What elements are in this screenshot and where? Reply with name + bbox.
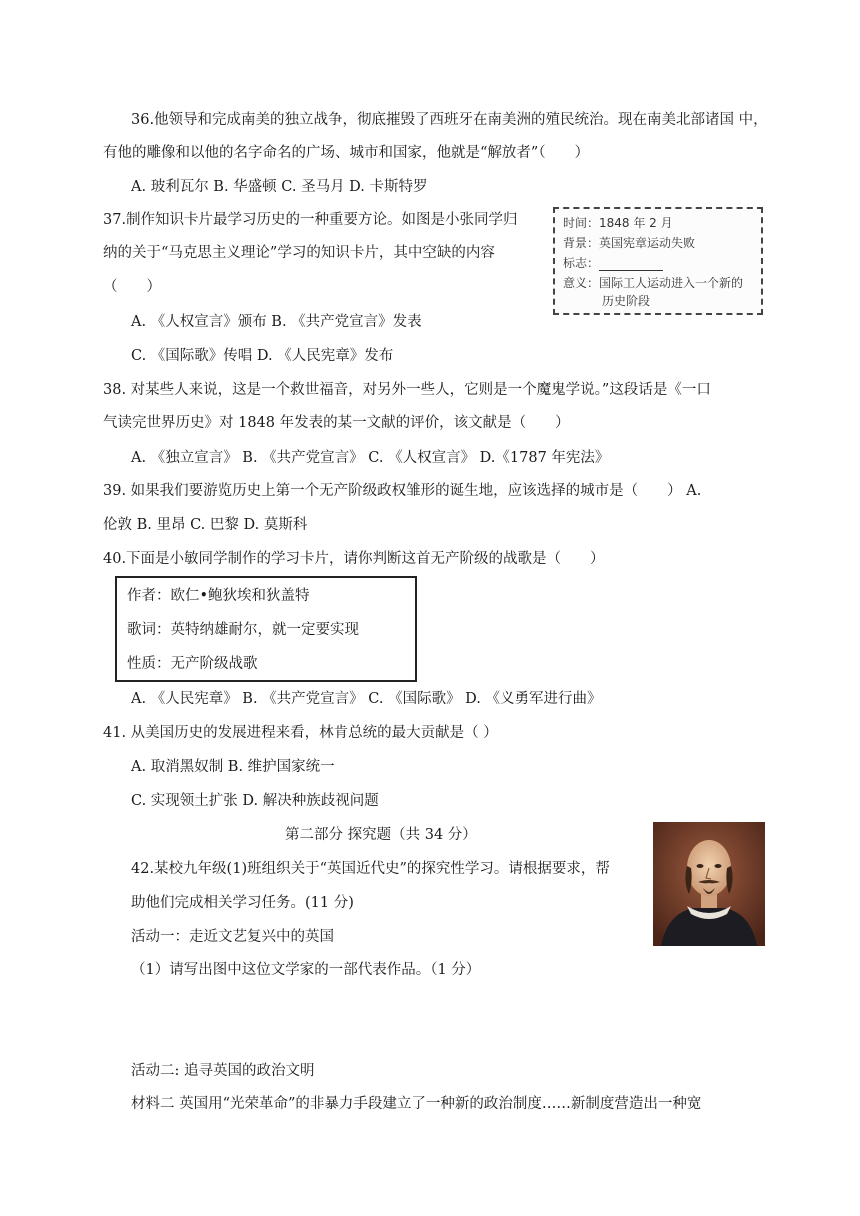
q36-line2: 有他的雕像和以他的名字命名的广场、城市和国家，他就是“解放者”（ ） xyxy=(103,145,590,161)
q41-line1: 41. 从美国历史的发展进程来看，林肯总统的最大贡献是（ ） xyxy=(103,725,498,741)
q40-line1: 40.下面是小敏同学制作的学习卡片，请你判断这首无产阶级的战歌是（ ） xyxy=(103,551,605,567)
part2-heading: 第二部分 探究题（共 34 分） xyxy=(285,827,477,843)
card-meaning: 意义：国际工人运动进入一个新的 xyxy=(563,276,744,290)
card-sign: 标志： xyxy=(563,255,663,271)
q39-line2: 伦敦 B. 里昂 C. 巴黎 D. 莫斯科 xyxy=(103,517,308,533)
portrait-svg xyxy=(653,822,765,946)
study-card-song xyxy=(115,576,417,682)
q36-options: A. 玻利瓦尔 B. 华盛顿 C. 圣马月 D. 卡斯特罗 xyxy=(131,179,428,195)
card-nature: 性质：无产阶级战歌 xyxy=(127,656,258,672)
activity2-title: 活动二: 追寻英国的政治文明 xyxy=(131,1063,315,1079)
q38-options: A. 《独立宣言》 B. 《共产党宣言》 C. 《人权宣言》 D.《1787 年宪法》 xyxy=(131,450,610,466)
q37-line2: 纳的关于“马克思主义理论”学习的知识卡片，其中空缺的内容 xyxy=(103,245,495,261)
shakespeare-portrait-image xyxy=(653,822,765,946)
activity1-title: 活动一：走近文艺复兴中的英国 xyxy=(131,929,334,945)
q42-line2: 助他们完成相关学习任务。(11 分) xyxy=(131,895,354,911)
card-meaning-cont: 历史阶段 xyxy=(602,294,651,308)
q42-subquestion1: （1）请写出图中这位文学家的一部代表作品。（1 分） xyxy=(131,962,481,978)
knowledge-card-marxism xyxy=(553,207,763,315)
q37-options-row2: C. 《国际歌》传唱 D. 《人民宪章》发布 xyxy=(131,348,394,364)
q39-line1: 39. 如果我们要游览历史上第一个无产阶级政权雏形的诞生地，应该选择的城市是（ ） A. xyxy=(103,483,702,499)
card-author: 作者：欧仁•鲍狄埃和狄盖特 xyxy=(127,588,310,604)
q37-options-row1: A. 《人权宣言》颁布 B. 《共产党宣言》发表 xyxy=(131,314,422,330)
q37-line1: 37.制作知识卡片最学习历史的一种重要方论。如图是小张同学归 xyxy=(103,212,518,228)
card-time: 时间：1848 年 2 月 xyxy=(563,216,673,230)
card-background: 背景：英国宪章运动失败 xyxy=(563,236,696,250)
material2-text: 材料二 英国用“光荣革命”的非暴力手段建立了一种新的政治制度……新制度营造出一种宽 xyxy=(131,1096,702,1112)
q36-line1: 36.他领导和完成南美的独立战争，彻底摧毁了西班牙在南美洲的殖民统治。现在南美北部诸国 中， xyxy=(131,112,768,128)
q38-line2: 气读完世界历史》对 1848 年发表的某一文献的评价，该文献是（ ） xyxy=(103,415,570,431)
q42-line1: 42.某校九年级(1)班组织关于“英国近代史”的探究性学习。请根据要求，帮 xyxy=(131,861,610,877)
card-lyrics: 歌词：英特纳雄耐尔，就一定要实现 xyxy=(127,622,359,638)
card-sign-blank xyxy=(599,258,663,271)
q41-options-row2: C. 实现领土扩张 D. 解决种族歧视问题 xyxy=(131,793,379,809)
q40-options: A. 《人民宪章》 B. 《共产党宣言》 C. 《国际歌》 D. 《义勇军进行曲》 xyxy=(131,691,602,707)
q38-line1: 38. 对某些人来说，这是一个救世福音，对另外一些人，它则是一个魔鬼学说。”这段话是《一口 xyxy=(103,382,711,398)
q37-line3: （ ） xyxy=(103,279,161,295)
q41-options-row1: A. 取消黑奴制 B. 维护国家统一 xyxy=(131,759,335,775)
